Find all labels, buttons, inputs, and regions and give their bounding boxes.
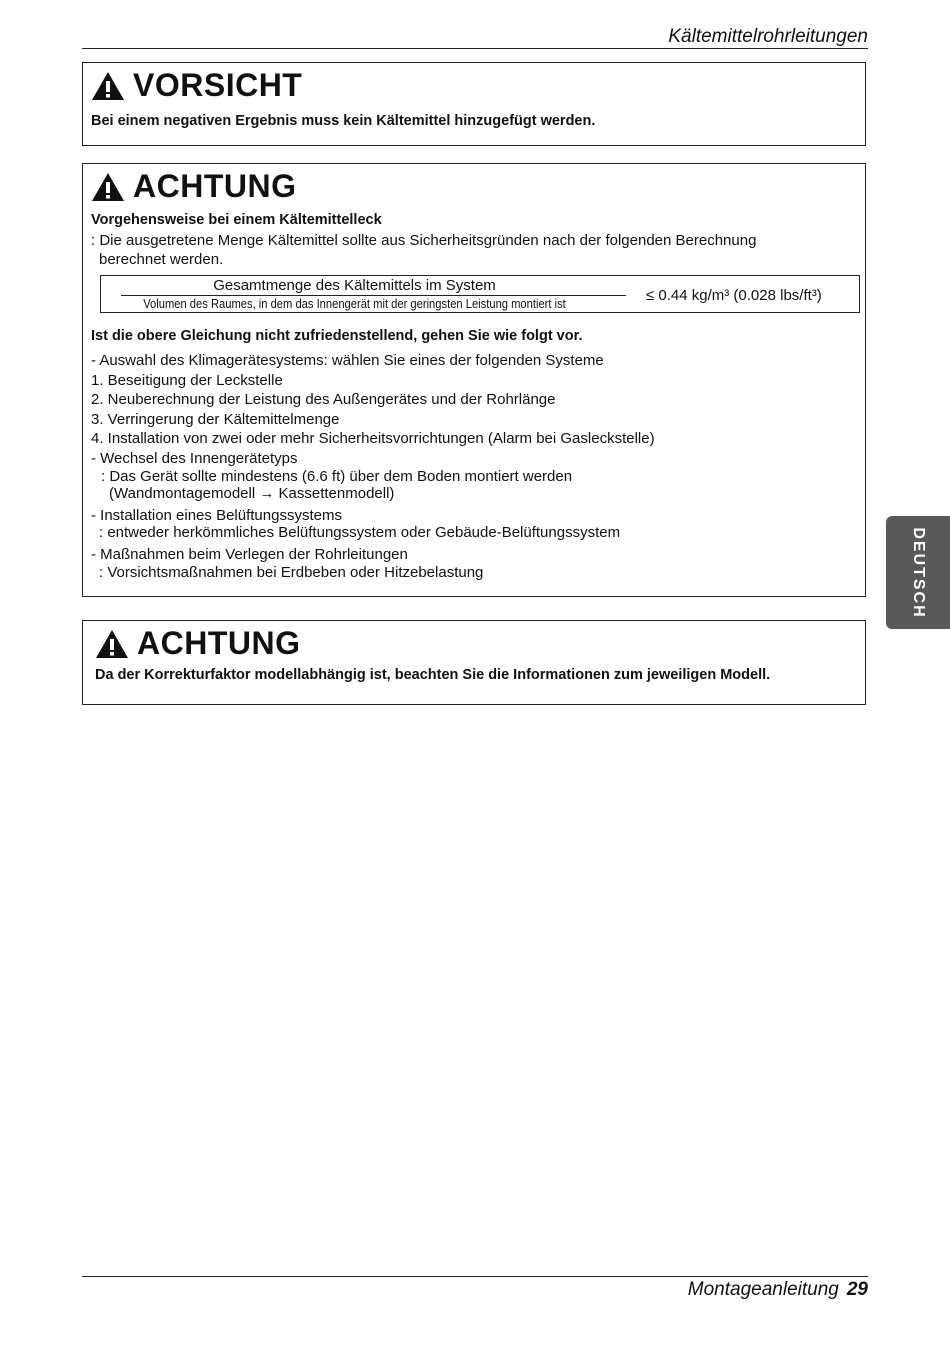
vorsicht-title-text: VORSICHT bbox=[133, 67, 303, 103]
formula-denominator: Volumen des Raumes, in dem das Innengerät mit der geringsten Leistung montiert ist bbox=[143, 296, 566, 311]
list-item: - Wechsel des Innengerätetyps bbox=[91, 450, 298, 467]
achtung-box-2 bbox=[82, 620, 866, 705]
achtung1-subtitle: Vorgehensweise bei einem Kältemittelleck bbox=[91, 212, 382, 228]
list-item: 4. Installation von zwei oder mehr Sicherheitsvorrichtungen (Alarm bei Gasleckstelle) bbox=[91, 430, 655, 447]
warning-triangle-icon bbox=[91, 70, 125, 102]
list-item: 3. Verringerung der Kältemittelmenge bbox=[91, 411, 340, 428]
list-item: - Maßnahmen beim Verlegen der Rohrleitungen bbox=[91, 546, 408, 563]
list-item: - Auswahl des Klimagerätesystems: wählen Sie eines der folgenden Systeme bbox=[91, 352, 604, 369]
vorsicht-box bbox=[82, 62, 866, 146]
achtung2-text: Da der Korrekturfaktor modellabhängig ist, beachten Sie die Informationen zum jeweiligen Modell. bbox=[95, 667, 771, 683]
list-item: (Wandmontagemodell → Kassettenmodell) bbox=[109, 485, 395, 502]
page-number: 29 bbox=[846, 1279, 868, 1300]
header-title: Kältemittelrohrleitungen bbox=[668, 26, 868, 47]
achtung1-title bbox=[91, 168, 296, 205]
list-item: 2. Neuberechnung der Leistung des Außengerätes und der Rohrlänge bbox=[91, 391, 556, 408]
vorsicht-title bbox=[91, 67, 302, 104]
achtung1-intro-line2: berechnet werden. bbox=[99, 251, 224, 268]
achtung2-title bbox=[95, 625, 300, 662]
achtung2-title-text: ACHTUNG bbox=[137, 625, 301, 661]
header-rule bbox=[82, 48, 868, 49]
footer bbox=[688, 1279, 868, 1301]
formula-box bbox=[100, 275, 860, 313]
achtung-box-1 bbox=[82, 163, 866, 597]
vorsicht-text: Bei einem negativen Ergebnis muss kein Kältemittel hinzugefügt werden. bbox=[91, 113, 596, 129]
language-tab-label: DEUTSCH bbox=[910, 526, 927, 619]
formula-numerator: Gesamtmenge des Kältemittels im System bbox=[213, 277, 496, 294]
list-item: : Vorsichtsmaßnahmen bei Erdbeben oder Hitzebelastung bbox=[99, 564, 484, 581]
language-tab bbox=[886, 516, 950, 629]
warning-triangle-icon bbox=[91, 171, 125, 203]
list-item: 1. Beseitigung der Leckstelle bbox=[91, 372, 283, 389]
warning-triangle-icon bbox=[95, 628, 129, 660]
formula-result: ≤ 0.44 kg/m³ (0.028 lbs/ft³) bbox=[646, 287, 822, 304]
footer-label: Montageanleitung bbox=[687, 1279, 839, 1300]
achtung1-title-text: ACHTUNG bbox=[133, 168, 297, 204]
list-item: : Das Gerät sollte mindestens (6.6 ft) über dem Boden montiert werden bbox=[101, 468, 573, 485]
achtung1-condition: Ist die obere Gleichung nicht zufriedenstellend, gehen Sie wie folgt vor. bbox=[91, 328, 583, 344]
achtung1-intro-line1: : Die ausgetretene Menge Kältemittel sollte aus Sicherheitsgründen nach der folgenden Berechnung bbox=[91, 232, 757, 249]
list-item: - Installation eines Belüftungssystems bbox=[91, 507, 342, 524]
footer-rule bbox=[82, 1276, 868, 1277]
list-item: : entweder herkömmliches Belüftungssystem oder Gebäude-Belüftungssystem bbox=[99, 524, 621, 541]
